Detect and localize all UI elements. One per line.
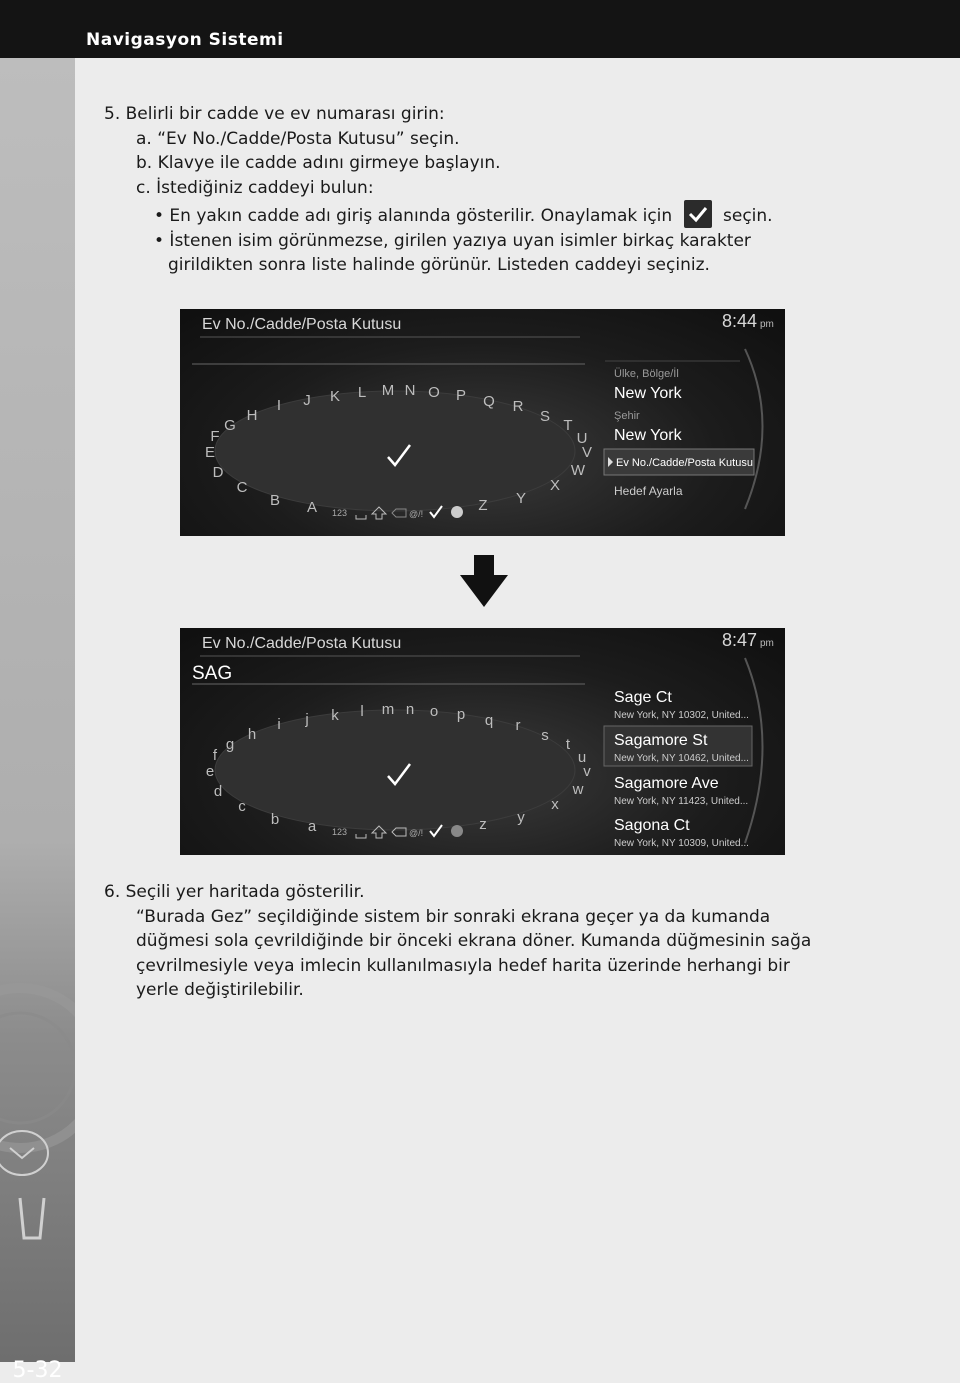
clock-ampm: pm xyxy=(760,319,774,330)
key-b[interactable]: B xyxy=(269,492,281,509)
key-y[interactable]: Y xyxy=(515,490,527,507)
screen-title: Ev No./Cadde/Posta Kutusu xyxy=(202,316,402,333)
key-w[interactable]: w xyxy=(572,781,584,798)
key-e[interactable]: e xyxy=(205,763,215,780)
key-i[interactable]: i xyxy=(277,716,281,733)
key-r[interactable]: r xyxy=(515,717,521,734)
bullet-2: • İstenen isim görünmezse, girilen yazıya uyan isimler birkaç karakter xyxy=(154,230,751,251)
side-arc xyxy=(745,349,763,509)
bullet-1-suffix: seçin. xyxy=(723,206,773,226)
key-o[interactable]: o xyxy=(429,703,439,720)
key-t[interactable]: t xyxy=(565,736,571,753)
globe-icon[interactable] xyxy=(451,825,463,837)
result-item[interactable] xyxy=(614,817,749,849)
key-f[interactable]: f xyxy=(212,747,218,764)
step-5c: c. İstediğiniz caddeyi bulun: xyxy=(136,177,374,198)
key-y[interactable]: y xyxy=(517,809,525,826)
key-a[interactable]: a xyxy=(307,818,317,835)
screen-title: Ev No./Cadde/Posta Kutusu xyxy=(202,635,402,652)
space-icon[interactable] xyxy=(356,834,366,838)
input-field[interactable]: SAG xyxy=(192,663,233,684)
set-destination-item[interactable]: Hedef Ayarla xyxy=(614,484,683,498)
clock-time: 8:44 xyxy=(722,311,758,331)
key-z[interactable]: Z xyxy=(478,497,488,514)
bullet-2-cont: girildikten sonra liste halinde görünür. Listeden caddeyi seçiniz. xyxy=(168,255,710,275)
result-name: Sagamore Ave xyxy=(614,775,719,792)
screen-street-results xyxy=(180,628,785,855)
key-d[interactable]: d xyxy=(213,783,223,800)
step-6-line: düğmesi sola çevrildiğinde bir önceki ekrana döner. Kumanda düğmesinin sağa xyxy=(136,931,812,951)
screen-1-svg xyxy=(180,309,785,536)
key-w[interactable]: W xyxy=(570,462,586,479)
section-title: Navigasyon Sistemi xyxy=(86,30,284,50)
key-x[interactable]: x xyxy=(551,796,559,813)
clock-time: 8:47 xyxy=(722,630,758,650)
key-g[interactable]: g xyxy=(225,736,235,753)
result-name: Sagona Ct xyxy=(614,817,690,834)
key-z[interactable]: z xyxy=(479,816,487,833)
city-label: Şehir xyxy=(614,410,640,422)
key-r[interactable]: R xyxy=(512,398,524,415)
key-v[interactable]: v xyxy=(583,763,591,780)
step-6-line: çevrilmesiyle veya imlecin kullanılmasıyla hedef harita üzerinde herhangi bir xyxy=(136,955,790,976)
screen-2-svg xyxy=(180,628,785,855)
space-icon[interactable] xyxy=(356,515,366,519)
step-5-heading: 5. Belirli bir cadde ve ev numarası girin: xyxy=(104,104,445,124)
key-u[interactable]: u xyxy=(577,749,587,766)
key-u[interactable]: U xyxy=(576,430,588,447)
key-c[interactable]: C xyxy=(236,479,248,496)
key-c[interactable]: c xyxy=(238,798,246,815)
screen-address-entry xyxy=(180,309,785,536)
key-x[interactable]: X xyxy=(549,477,561,494)
key-k[interactable]: k xyxy=(331,707,339,724)
key-s[interactable]: s xyxy=(541,727,549,744)
key-m[interactable]: m xyxy=(381,701,395,718)
key-e[interactable]: E xyxy=(204,444,216,461)
result-address: New York, NY 10462, United... xyxy=(614,753,749,764)
key-l[interactable]: l xyxy=(360,703,364,720)
result-name: Sage Ct xyxy=(614,689,672,706)
numeric-mode-key[interactable]: 123 xyxy=(332,827,348,837)
header-bar xyxy=(0,0,960,58)
country-value[interactable]: New York xyxy=(614,385,682,402)
key-p[interactable]: P xyxy=(455,387,467,404)
key-s[interactable]: S xyxy=(539,408,551,425)
step-5b: b. Klavye ile cadde adını girmeye başlayın. xyxy=(136,153,501,173)
bullet-1 xyxy=(104,200,904,229)
key-o[interactable]: O xyxy=(428,384,440,401)
result-item[interactable] xyxy=(614,689,749,721)
symbol-mode-key[interactable]: @/! xyxy=(409,509,424,519)
confirm-check-icon xyxy=(684,200,712,228)
step-5a: a. “Ev No./Cadde/Posta Kutusu” seçin. xyxy=(136,128,460,149)
page-number: 5-32 xyxy=(12,1358,63,1383)
key-h[interactable]: h xyxy=(247,726,257,743)
down-arrow-icon xyxy=(460,555,508,611)
step-6-instructions xyxy=(104,880,904,1003)
key-j[interactable]: j xyxy=(305,711,309,728)
city-value[interactable]: New York xyxy=(614,427,682,444)
key-q[interactable]: Q xyxy=(483,393,495,410)
numeric-mode-key[interactable]: 123 xyxy=(332,508,348,518)
result-item[interactable] xyxy=(614,775,748,807)
step-5-instructions xyxy=(104,102,904,278)
key-a[interactable]: A xyxy=(306,499,318,516)
key-t[interactable]: T xyxy=(563,417,573,434)
country-label: Ülke, Bölge/İl xyxy=(614,368,679,380)
key-b[interactable]: b xyxy=(270,811,280,828)
key-v[interactable]: V xyxy=(581,444,593,461)
key-n[interactable]: n xyxy=(405,701,415,718)
key-l[interactable]: L xyxy=(357,384,367,401)
key-j[interactable]: J xyxy=(303,392,311,409)
globe-icon[interactable] xyxy=(451,506,463,518)
key-g[interactable]: G xyxy=(224,417,236,434)
street-entry-item[interactable]: Ev No./Cadde/Posta Kutusu xyxy=(616,457,753,469)
key-m[interactable]: M xyxy=(381,382,395,399)
result-name: Sagamore St xyxy=(614,732,708,749)
result-address: New York, NY 10309, United... xyxy=(614,838,749,849)
key-d[interactable]: D xyxy=(212,464,224,481)
symbol-mode-key[interactable]: @/! xyxy=(409,828,424,838)
key-p[interactable]: p xyxy=(456,706,466,723)
result-address: New York, NY 11423, United... xyxy=(614,796,749,807)
step-6-heading: 6. Seçili yer haritada gösterilir. xyxy=(104,882,365,902)
clock-ampm: pm xyxy=(760,638,774,649)
result-address: New York, NY 10302, United... xyxy=(614,710,749,721)
key-i[interactable]: I xyxy=(276,397,282,414)
steering-wheel-illustration xyxy=(0,958,75,1258)
bullet-1-text: • En yakın cadde adı giriş alanında gösterilir. Onaylamak için xyxy=(154,206,673,226)
step-6-line: yerle değiştirilebilir. xyxy=(136,980,304,1000)
key-q[interactable]: q xyxy=(484,712,494,729)
key-k[interactable]: K xyxy=(329,388,341,405)
step-6-line: “Burada Gez” seçildiğinde sistem bir sonraki ekrana geçer ya da kumanda xyxy=(136,906,771,927)
key-f[interactable]: F xyxy=(210,428,220,445)
key-n[interactable]: N xyxy=(404,382,416,399)
key-h[interactable]: H xyxy=(246,407,258,424)
side-tab xyxy=(0,58,75,1383)
